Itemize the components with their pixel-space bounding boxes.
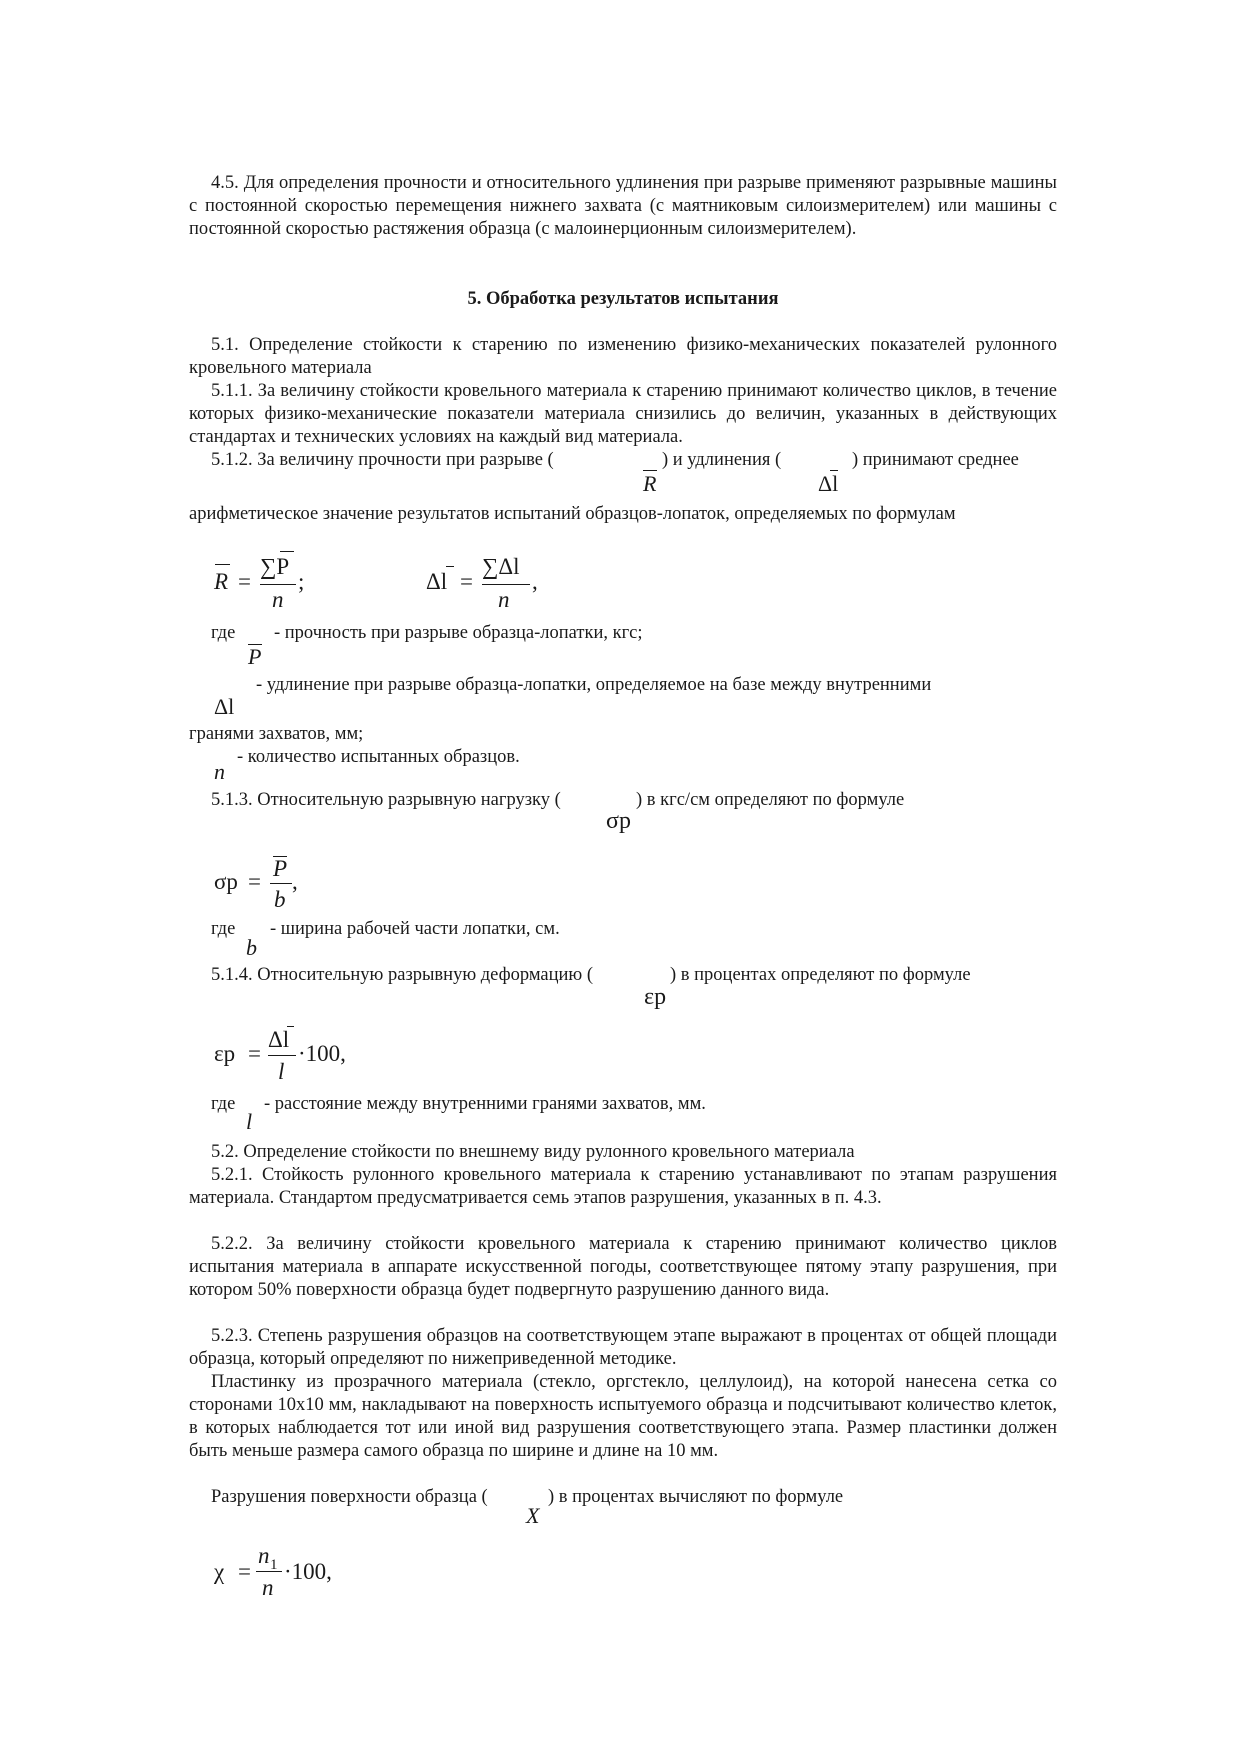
formula-R-eq: = [238, 569, 251, 594]
fraction-bar-4 [268, 1055, 296, 1056]
formula-sigma-lhs: σр [214, 869, 238, 894]
paragraph-surface-part1: Разрушения поверхности образца ( [211, 1487, 488, 1507]
symbol-P: P [248, 644, 262, 669]
paragraph-5-1-3-part1: 5.1.3. Относительную разрывную нагрузку ( [211, 790, 561, 810]
paragraph-4-5: 4.5. Для определения прочности и относительного удлинения при разрыве применяют разрывные машины с постоянной скоростью перемещения нижнего захвата (с маятниковым силоизмерителем) или машины с постоянной скоростью растяжения образца (с малоинерционным силоизмерителем). [189, 173, 1057, 239]
paragraph-5-2: 5.2. Определение стойкости по внешнему виду рулонного кровельного материала [211, 1142, 855, 1162]
where-label-1: где [211, 623, 236, 643]
formula-dl-lhs: Δl [426, 569, 448, 594]
formula-chi-num-sub: 1 [270, 1557, 278, 1573]
formula-chi-eq: = [238, 1559, 251, 1584]
where-label-2: где [211, 919, 236, 939]
symbol-R: R [643, 471, 657, 496]
formula-chi-den: n [262, 1575, 274, 1600]
fraction-bar-3 [270, 883, 292, 884]
symbol-n: n [214, 759, 225, 784]
formula-dl-den: n [498, 587, 510, 612]
paragraph-plate: Пластинку из прозрачного материала (стекло, оргстекло, целлулоид), на которой нанесена сетка со сторонами 10х10 мм, накладывают на поверхность испытуемого образца и подсчитывают количество клеток, в которых наблюдается тот или иной вид разрушения соответствующего этапа. Размер пластинки должен быть меньше размера самого образца по ширине и длине на 10 мм. [189, 1372, 1057, 1461]
formula-eps-eq: = [248, 1041, 261, 1066]
formula-dl-eq: = [460, 569, 473, 594]
formula-chi-end: ·100, [284, 1559, 332, 1584]
formula-sigma [214, 858, 334, 918]
symbol-X: X [526, 1503, 540, 1528]
formula-chi [214, 1543, 374, 1608]
paragraph-5-2-3: 5.2.3. Степень разрушения образцов на соответствующем этапе выражают в процентах от общей площади образца, который определяют по нижеприведенной методике. [189, 1326, 1057, 1369]
paragraph-5-1-2-part3: ) принимают среднее [852, 450, 1019, 470]
formula-dl-num: ∑Δl [482, 554, 520, 579]
fraction-bar-5 [256, 1571, 282, 1572]
formula-sigma-num: P [273, 856, 288, 881]
formula-sigma-end: , [292, 869, 298, 894]
paragraph-5-1-2-part1: 5.1.2. За величину прочности при разрыве ( [211, 450, 554, 470]
paragraph-5-2-1: 5.2.1. Стойкость рулонного кровельного материала к старению устанавливают по этапам разрушения материала. Стандартом предусматривается семь этапов разрушения, указанных в п. 4.3. [189, 1165, 1057, 1208]
paragraph-5-1-4-part1: 5.1.4. Относительную разрывную деформацию ( [211, 965, 594, 985]
formula-eps-den: l [278, 1059, 285, 1084]
formula-dl-mean [426, 554, 566, 620]
paragraph-5-1-1: 5.1.1. За величину стойкости кровельного материала к старению принимают количество циклов, в течение которых физико-механические показатели материала снизились до величин, указанных в действующих стандартах и технических условиях на каждый вид материала. [189, 381, 1057, 447]
overline-P-formula1 [280, 551, 294, 552]
fraction-bar-2 [482, 584, 530, 585]
paragraph-5-1-2-part2: ) и удлинения ( [662, 450, 782, 470]
formula-eps [214, 1027, 374, 1090]
fraction-bar-1 [260, 584, 296, 585]
symbol-delta-l-2: Δl [214, 694, 235, 719]
symbol-b: b [246, 935, 257, 960]
formula-sigma-eq: = [248, 869, 261, 894]
where-label-3: где [211, 1094, 236, 1114]
n-description: - количество испытанных образцов. [237, 747, 520, 767]
where-desc-l: - расстояние между внутренними гранями захватов, мм. [264, 1094, 706, 1114]
formula-R-den: n [272, 587, 284, 612]
paragraph-5-1: 5.1. Определение стойкости к старению по изменению физико-механических показателей рулонного кровельного материала [189, 335, 1057, 378]
overline-dl-formula [446, 566, 454, 567]
symbol-eps-p: εр [644, 984, 667, 1010]
formula-R-lhs: R [214, 569, 229, 594]
formula-chi-num: n [258, 1543, 270, 1568]
symbol-sigma-p: σр [606, 808, 631, 834]
formula-R-end: ; [298, 569, 305, 594]
dl-description-cont: гранями захватов, мм; [189, 724, 364, 744]
formula-eps-end: ·100, [298, 1041, 346, 1066]
symbol-l: l [246, 1109, 253, 1134]
dl-description: - удлинение при разрыве образца-лопатки, определяемое на базе между внутренними [256, 675, 932, 695]
paragraph-5-1-2-tail: арифметическое значение результатов испытаний образцов-лопаток, определяемых по формулам [189, 504, 956, 524]
where-desc-b: - ширина рабочей части лопатки, см. [270, 919, 560, 939]
paragraph-surface-part2: ) в процентах вычисляют по формуле [548, 1487, 844, 1507]
formula-dl-end: , [532, 569, 538, 594]
section-heading: 5. Обработка результатов испытания [467, 289, 779, 309]
formula-chi-lhs: χ [214, 1559, 225, 1584]
symbol-delta-l: Δl [818, 471, 839, 496]
where-desc-P: - прочность при разрыве образца-лопатки, кгс; [274, 623, 643, 643]
formula-sigma-den: b [274, 887, 286, 912]
formula-R-num: ∑P [260, 554, 290, 579]
formula-eps-lhs: εр [214, 1041, 236, 1066]
paragraph-5-1-4-part2: ) в процентах определяют по формуле [670, 965, 971, 985]
formula-eps-num: Δl [268, 1027, 290, 1052]
paragraph-5-2-2: 5.2.2. За величину стойкости кровельного материала к старению принимают количество циклов испытания материала в аппарате искусственной погоды, соответствующее пятому этапу разрушения, при котором 50% поверхности образца будет подвергнуто разрушению данного вида. [189, 1234, 1057, 1300]
formula-R-mean [214, 554, 334, 620]
paragraph-5-1-3-part2: ) в кгс/см определяют по формуле [636, 790, 905, 810]
overline-R-formula [215, 564, 230, 565]
